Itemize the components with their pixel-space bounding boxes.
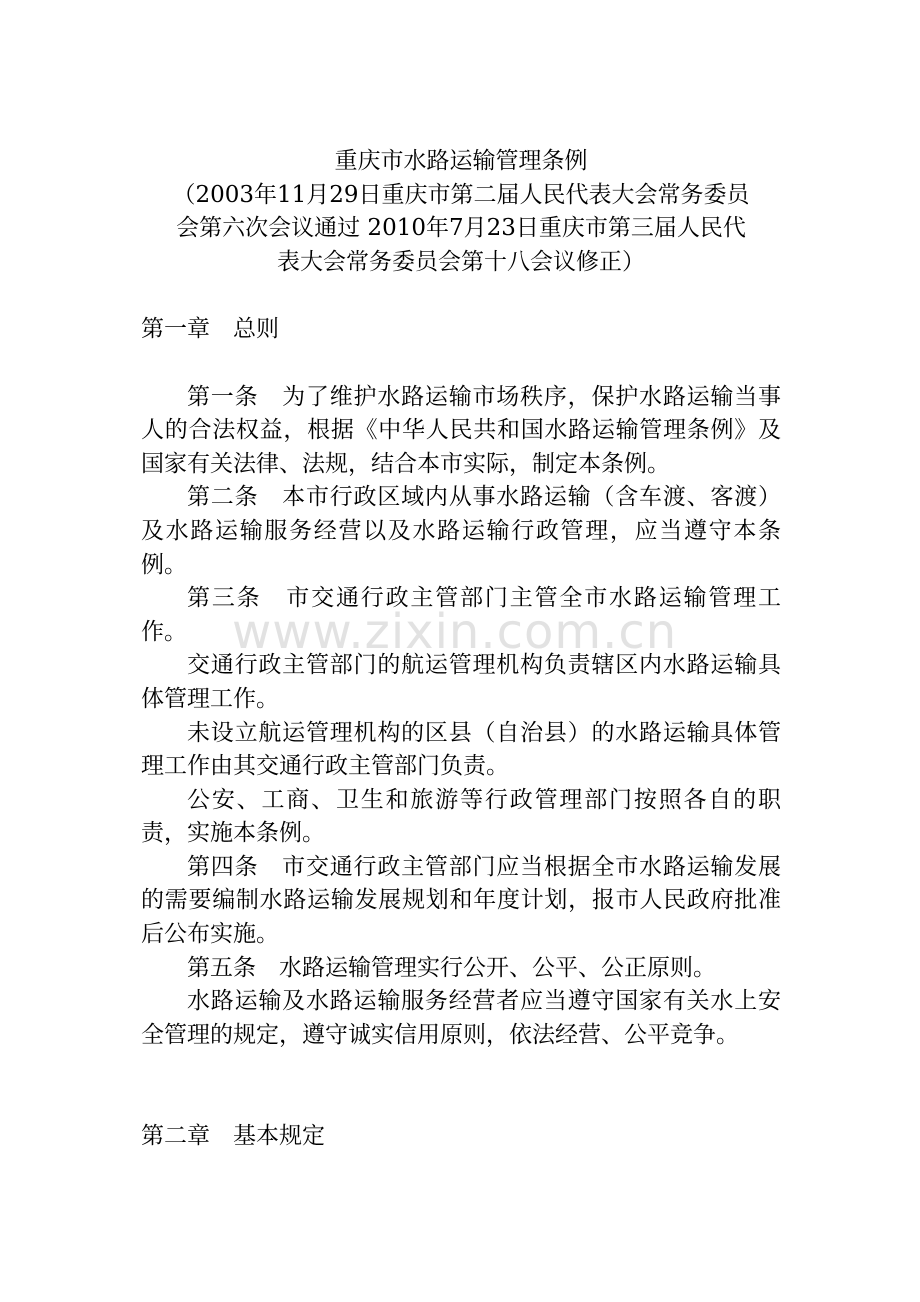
- chapter-heading: 第二章 基本规定: [141, 1122, 325, 1149]
- article-paragraph: 第三条 市交通行政主管部门主管全市水路运输管理工作。: [141, 585, 781, 645]
- article-paragraph: 第二条 本市行政区域内从事水路运输（含车渡、客渡）及水路运输服务经营以及水路运输行政管理，应当遵守本条例。: [141, 484, 781, 578]
- article-paragraph: 交通行政主管部门的航运管理机构负责辖区内水路运输具体管理工作。: [141, 652, 781, 712]
- title-note-line-2: 会第六次会议通过 2010年7月23日重庆市第三届人民代: [176, 215, 746, 242]
- article-paragraph: 第四条 市交通行政主管部门应当根据全市水路运输发展的需要编制水路运输发展规划和年度计划，报市人民政府批准后公布实施。: [141, 853, 781, 948]
- chapter-heading: 第一章 总则: [141, 316, 279, 343]
- document-title: 重庆市水路运输管理条例: [334, 148, 588, 174]
- blank-line: [141, 347, 781, 381]
- article-paragraph: 水路运输及水路运输服务经营者应当遵守国家有关水上安全管理的规定，遵守诚实信用原则，依法经营、公平竞争。: [141, 988, 781, 1048]
- title-note-line-3: 表大会常务委员会第十八会议修正）: [277, 248, 645, 275]
- document-body: [141, 145, 781, 1153]
- watermark-text: www.zixin.com.cn: [232, 604, 678, 660]
- article-paragraph: 第五条 水路运输管理实行公开、公平、公正原则。: [187, 954, 716, 981]
- title-note-line-1: （2003年11月29日重庆市第二届人民代表大会常务委员: [172, 181, 750, 208]
- article-paragraph: 第一条 为了维护水路运输市场秩序，保护水路运输当事人的合法权益，根据《中华人民共和国水路运输管理条例》及国家有关法律、法规，结合本市实际，制定本条例。: [141, 383, 781, 477]
- article-paragraph: 公安、工商、卫生和旅游等行政管理部门按照各自的职责，实施本条例。: [141, 786, 781, 847]
- blank-line: [141, 1052, 781, 1086]
- title-block: [141, 145, 781, 279]
- article-paragraph: 未设立航运管理机构的区县（自治县）的水路运输具体管理工作由其交通行政主管部门负责。: [141, 719, 781, 780]
